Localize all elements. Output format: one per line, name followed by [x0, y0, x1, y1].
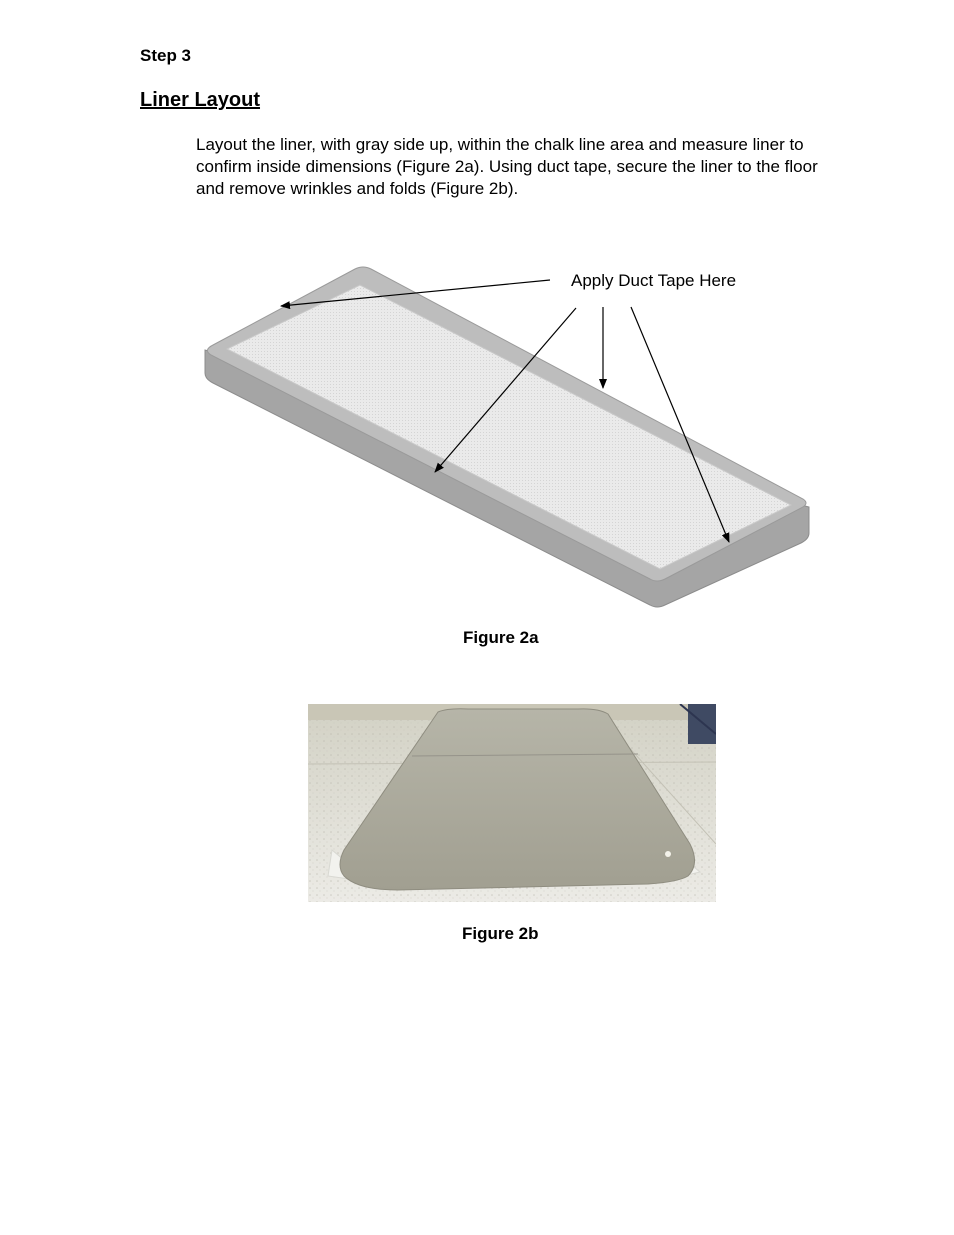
- callout-label: Apply Duct Tape Here: [571, 271, 737, 290]
- instructions-paragraph: Layout the liner, with gray side up, within the chalk line area and measure liner to confirm inside dimensions (Figure 2a). Using duct tape, secure the liner to the floor and remove wrinkles and folds (Figure 2b).: [196, 135, 818, 198]
- figure-2a-caption: Figure 2a: [463, 628, 539, 647]
- figure-2b-caption: Figure 2b: [462, 924, 539, 943]
- liner-diagram: [195, 255, 815, 615]
- step-label: Step 3: [140, 46, 192, 65]
- section-title: Liner Layout: [140, 89, 261, 111]
- liner-photo: [308, 704, 716, 902]
